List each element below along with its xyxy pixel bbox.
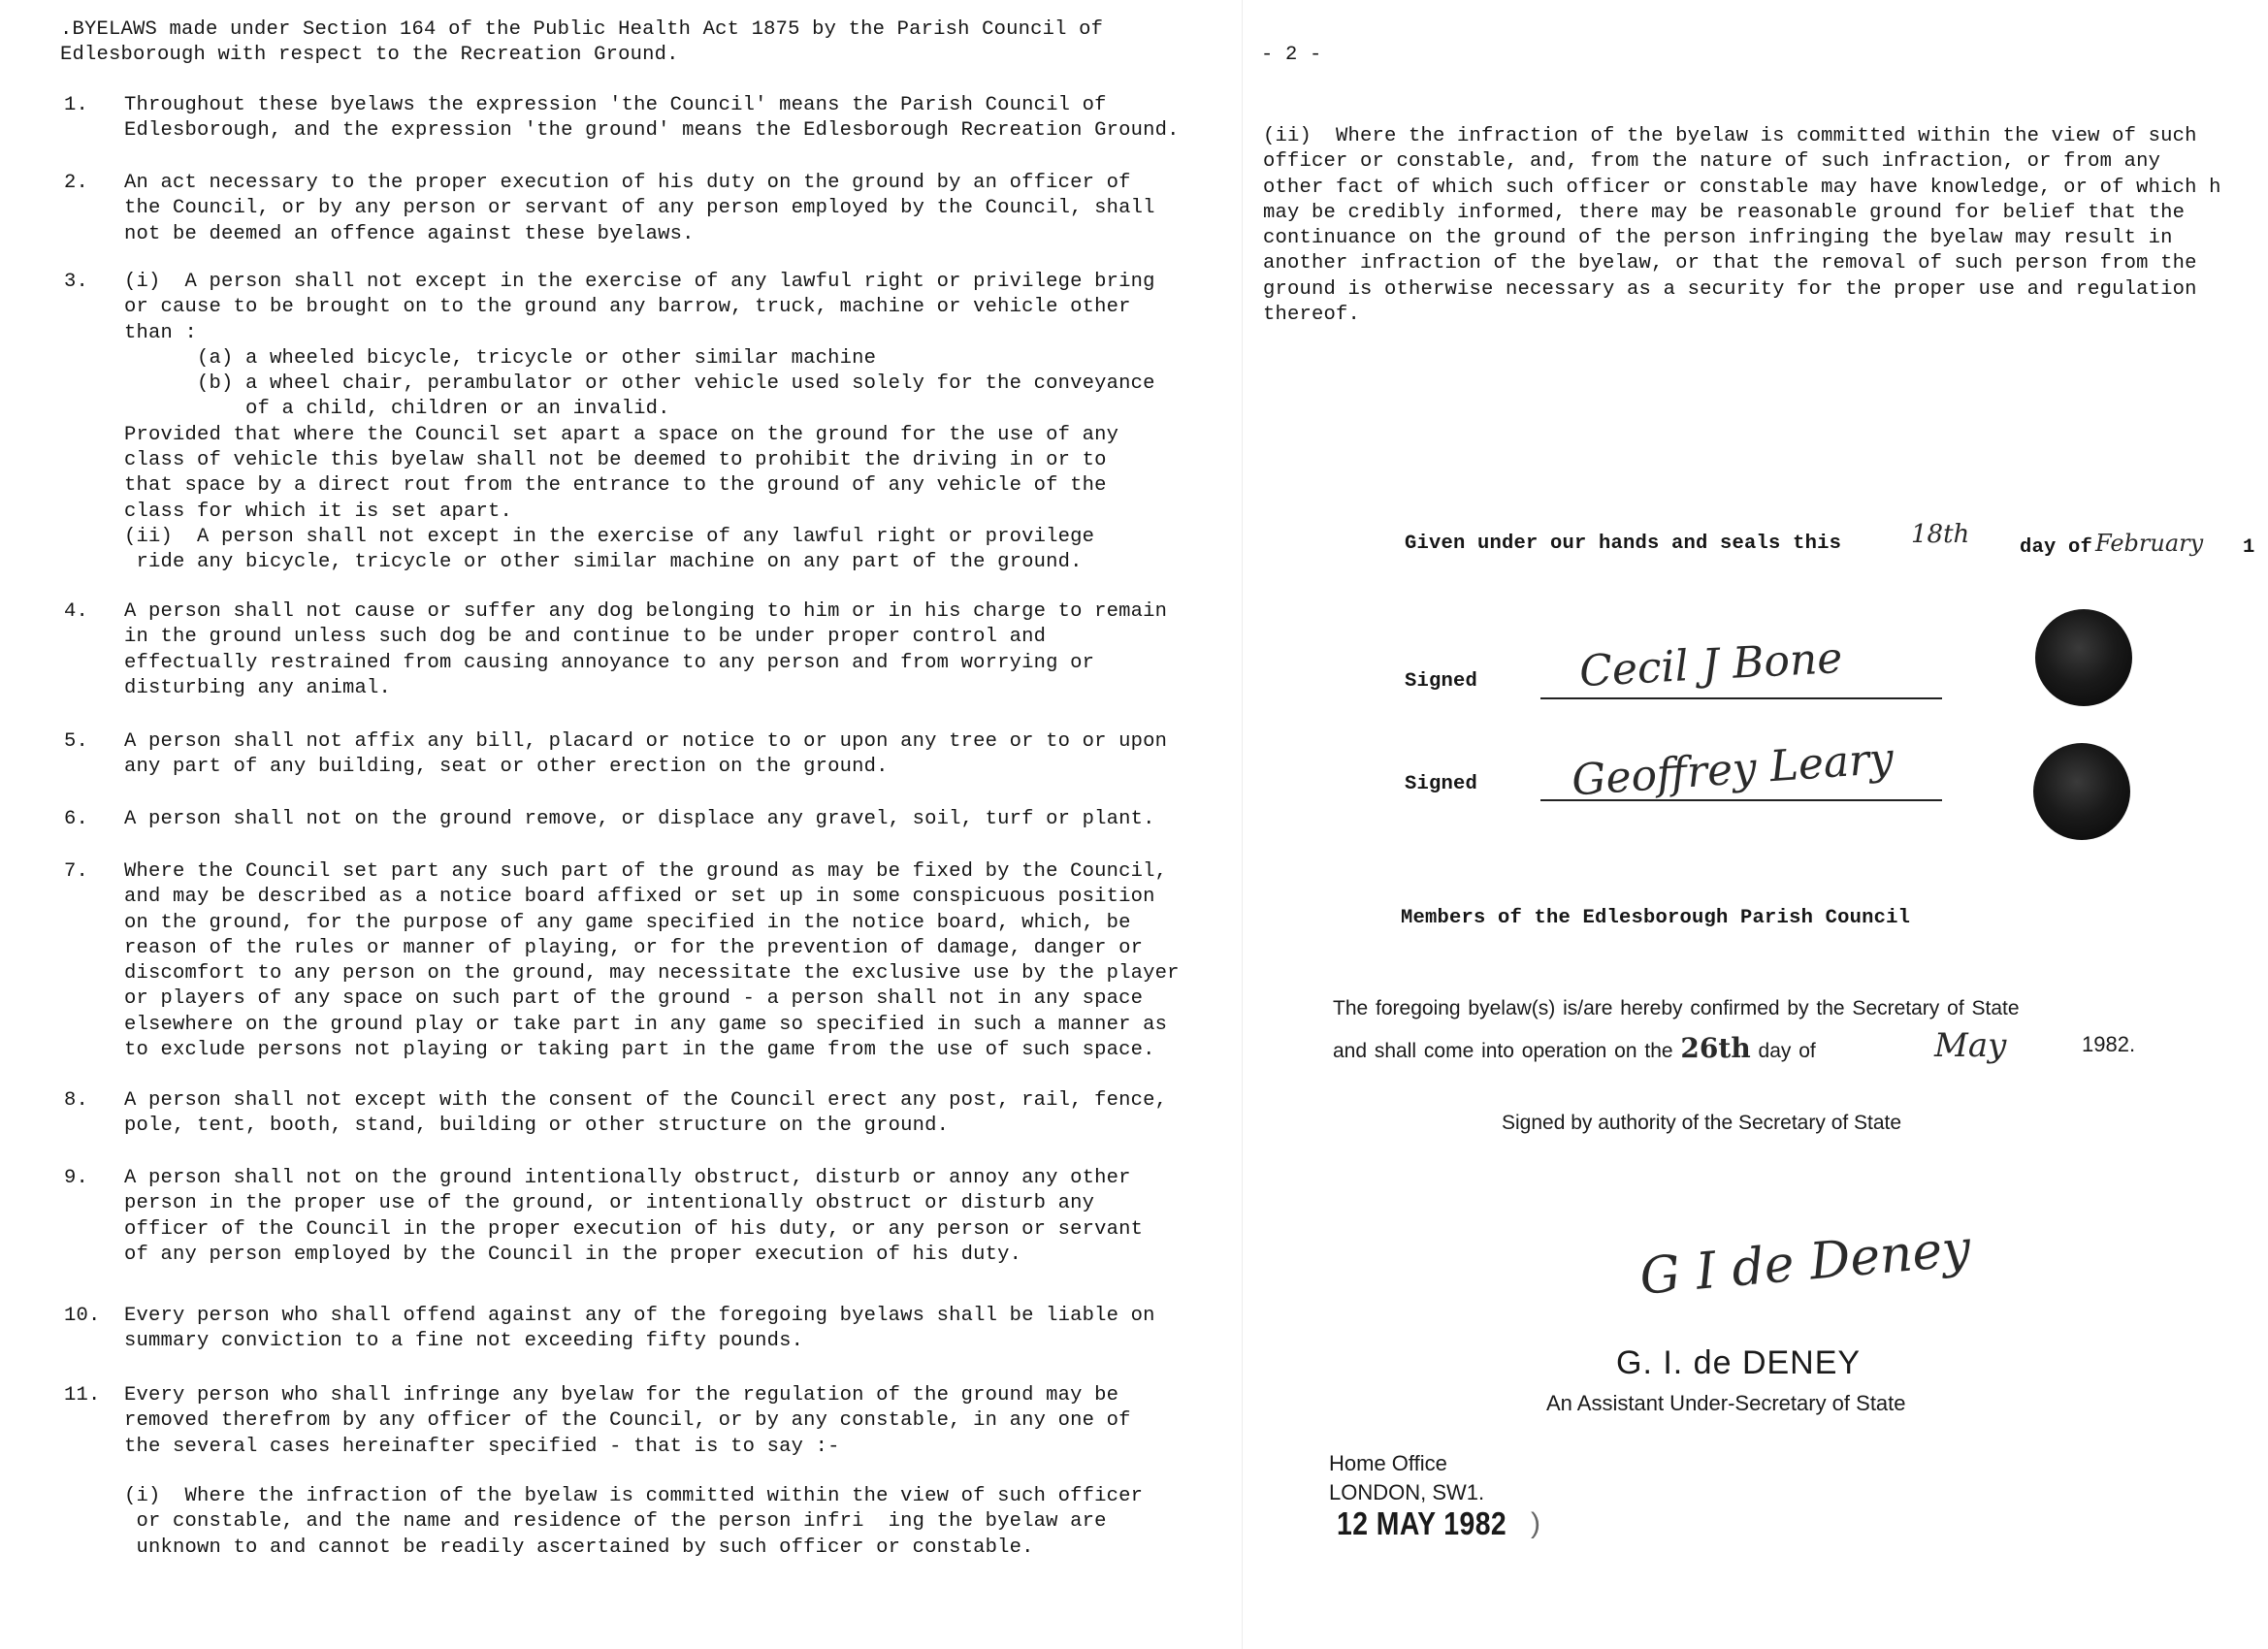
clause-line: any part of any building, seat or other erection on the ground. [124,756,889,779]
signatory-name: G. I. de DENEY [1616,1344,1862,1381]
clause-text [124,859,1230,1063]
clause-number: 10. [64,1305,101,1327]
clause-11-sub-ii [1263,124,2221,328]
sub-i-line: (i) Where the infraction of the byelaw is committed within the view of such officer [124,1485,1144,1507]
clause-text [124,93,1230,145]
given-day-handwritten: 18th [1911,520,1970,549]
clause-line: discomfort to any person on the ground, may necessitate the exclusive use by the player [124,962,1180,986]
signed-label-2: Signed [1405,773,1478,795]
stamp-paren: ) [1531,1507,1540,1539]
clause-line: elsewhere on the ground play or take part in any game so specified in such a manner as [124,1013,1168,1036]
clause-line: ride any bicycle, tricycle or other similar machine on any part of the ground. [124,551,1083,574]
clause-line: the several cases hereinafter specified - that is to say :- [124,1435,840,1458]
clause-number: 1. [64,94,89,116]
byelaws-header [60,17,1103,69]
clause-line: than : [124,321,198,344]
header-line-2: Edlesborough with respect to the Recreation Ground. [60,44,679,67]
confirm-year: 1982. [2082,1032,2136,1056]
confirm-part-a: The foregoing byelaw(s) [1333,997,1556,1019]
clause-line: Every person who shall infringe any byelaw for the regulation of the ground may be [124,1384,1119,1406]
clause-line: person in the proper use of the ground, or intentionally obstruct or disturb any [124,1192,1095,1215]
signature-line-2 [1540,799,1942,801]
seal-1 [2035,609,2132,706]
clause-text [124,1304,1230,1355]
clause-line: A person shall not cause or suffer any dog belonging to him or in his charge to remain [124,600,1168,623]
clause-number: 9. [64,1167,89,1189]
clause-line: to exclude persons not playing or taking part in the game from the use of such space. [124,1039,1155,1062]
confirm-month-handwritten: May [1934,1026,2007,1065]
members-text: Members of the Edlesborough Parish Council [1401,907,1911,929]
clause-text [124,171,1230,247]
given-text: Given under our hands and seals this [1405,533,1842,555]
clause-number: 5. [64,730,89,753]
authority-text: Signed by authority of the Secretary of State [1502,1112,1902,1134]
clause-line: Edlesborough, and the expression 'the ground' means the Edlesborough Recreation Ground. [124,119,1180,143]
clause-line: and may be described as a notice board affixed or set up in some conspicuous position [124,886,1155,909]
clause-text [124,1383,1230,1460]
signature-line-1 [1540,697,1942,699]
sub-ii-line: may be credibly informed, there may be reasonable ground for belief that the [1263,201,2186,224]
clause-line: pole, tent, booth, stand, building or other structure on the ground. [124,1115,950,1138]
sub-ii-line: other fact of which such officer or constable may have knowledge, or of which h [1263,176,2221,199]
sub-ii-line: another infraction of the byelaw, or that the removal of such person from the [1263,252,2197,275]
clause-number: 2. [64,172,89,194]
header-line-1: .BYELAWS made under Section 164 of the Public Health Act 1875 by the Parish Council of [60,18,1104,41]
clause-number: 8. [64,1089,89,1112]
clause-text [124,1166,1230,1268]
clause-line: (b) a wheel chair, perambulator or other vehicle used solely for the conveyance [124,372,1155,396]
signed-label-1: Signed [1405,670,1478,693]
sub-i-line: or constable, and the name and residence of the person infri ing the byelaw are [124,1510,1107,1534]
sub-ii-line: (ii) Where the infraction of the byelaw is committed within the view of such [1263,125,2197,147]
clause-line: A person shall not on the ground intentionally obstruct, disturb or annoy any other [124,1167,1131,1189]
page-number: - 2 - [1261,44,1322,66]
clause-line: class of vehicle this byelaw shall not be deemed to prohibit the driving in or to [124,449,1107,472]
clause-line: (i) A person shall not except in the exercise of any lawful right or privilege bring [124,271,1155,293]
clause-line: that space by a direct rout from the entrance to the ground of any vehicle of the [124,474,1107,498]
given-month-handwritten: February [2095,530,2204,557]
confirm-line2-b: day of [1758,1040,1816,1062]
signatory-title: An Assistant Under-Secretary of State [1546,1391,1906,1415]
confirm-day-handwritten: 26th [1680,1032,1751,1064]
clause-line: summary conviction to a fine not exceeding fifty pounds. [124,1330,804,1353]
confirmation-line-1 [1333,997,2020,1020]
sub-i-line: unknown to and cannot be readily ascertained by such officer or constable. [124,1536,1034,1559]
signature-1: Cecil J Bone [1577,632,1844,697]
clause-line: in the ground unless such dog be and continue to be under proper control and [124,626,1047,649]
sub-ii-line: thereof. [1263,304,1361,327]
clause-line: (ii) A person shall not except in the exercise of any lawful right or provilege [124,525,1095,548]
signature-2: Geoffrey Leary [1570,733,1895,806]
office-line-2: LONDON, SW1. [1329,1480,1485,1504]
given-year: 1 [2243,536,2255,559]
sub-ii-line: continuance on the ground of the person infringing the byelaw may result in [1263,227,2173,250]
clause-text [124,599,1230,701]
clause-line: of any person employed by the Council in the proper execution of his duty. [124,1243,1022,1266]
clause-line: disturbing any animal. [124,676,392,699]
clause-line: (a) a wheeled bicycle, tricycle or other similar machine [124,346,877,370]
sub-ii-line: ground is otherwise necessary as a security for the proper use and regulation [1263,277,2197,301]
clause-text [124,729,1230,781]
clause-line: officer of the Council in the proper execution of his duty, or any person or servant [124,1217,1144,1241]
date-stamp: 12 MAY 1982 [1337,1505,1507,1541]
clause-line: class for which it is set apart. [124,500,513,523]
confirm-part-b: is/are hereby confirmed by the Secretary of State [1563,997,2020,1019]
clause-number: 4. [64,600,89,623]
clause-line: Every person who shall offend against any of the foregoing byelaws shall be liable on [124,1305,1155,1327]
confirm-line2-a: and shall come into operation on the [1333,1040,1673,1062]
seal-2 [2033,743,2130,840]
clause-line: Provided that where the Council set apart a space on the ground for the use of any [124,423,1119,446]
given-day-of: day of [2020,536,2093,559]
office-line-1: Home Office [1329,1451,1447,1475]
clause-line: the Council, or by any person or servant of any person employed by the Council, shall [124,197,1155,220]
clause-number: 7. [64,860,89,883]
clause-line: A person shall not affix any bill, placard or notice to or upon any tree or to or upon [124,730,1168,753]
clause-number: 3. [64,271,89,293]
clause-line: or players of any space on such part of the ground - a person shall not in any space [124,987,1144,1011]
sub-ii-line: officer or constable, and, from the nature of such infraction, or from any [1263,150,2161,174]
clause-11-sub-i [124,1484,1230,1561]
clause-line: not be deemed an offence against these byelaws. [124,222,695,245]
clause-line: Where the Council set part any such part of the ground as may be fixed by the Council, [124,860,1168,883]
clause-line: removed therefrom by any officer of the Council, or by any constable, in any one of [124,1409,1131,1433]
clause-number: 6. [64,808,89,830]
clause-line: of a child, children or an invalid. [124,398,670,421]
signature-3: G I de Deney [1637,1219,1973,1307]
clause-line: Throughout these byelaws the expression 'the Council' means the Parish Council of [124,94,1107,116]
clause-text [124,1088,1230,1140]
clause-line: reason of the rules or manner of playing, or for the prevention of damage, danger or [124,936,1144,959]
clause-line: An act necessary to the proper execution of his duty on the ground by an officer of [124,172,1131,194]
clause-line: A person shall not on the ground remove, or displace any gravel, soil, turf or plant. [124,808,1155,830]
clause-line: effectually restrained from causing annoyance to any person and from worrying or [124,651,1095,674]
page-fold [1242,0,1243,1649]
clause-number: 11. [64,1384,101,1406]
clause-line: A person shall not except with the consent of the Council erect any post, rail, fence, [124,1089,1168,1112]
clause-line: on the ground, for the purpose of any game specified in the notice board, which, be [124,911,1131,934]
clause-line: or cause to be brought on to the ground any barrow, truck, machine or vehicle other [124,296,1131,319]
confirmation-line-2 [1333,1032,1816,1064]
clause-text [124,270,1230,576]
clause-text [124,807,1230,832]
